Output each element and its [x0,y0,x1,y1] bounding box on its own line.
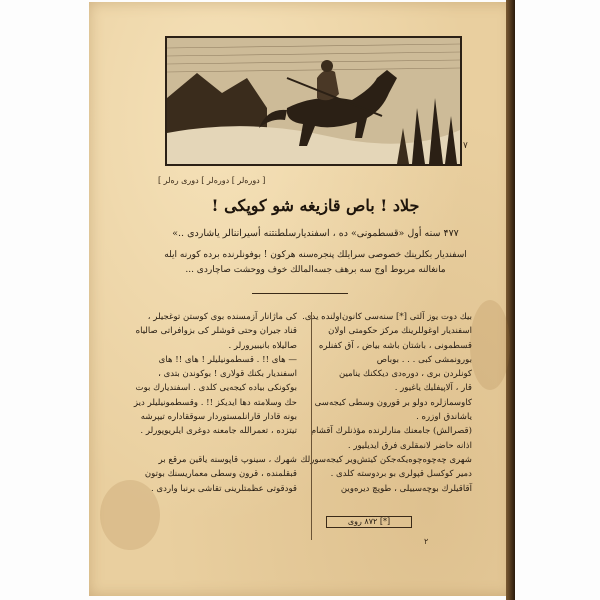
text-line: شهرك ، سینوپ قاپوسنه یاقین مرقع بر [158,454,297,465]
article-dateline: ۴۷۷ سنه أول «قسطمونی» ده ، اسفندیارسلطنتنه أسیراننالر یاشاردی ..» [172,228,459,239]
text-line: دمیر كوكسل قپولری بو بردوسته كلدی . [330,469,472,480]
text-line: صالیلاه بانیبیرورلر . [228,340,297,351]
text-line: یاشاندق اوزره . [416,412,472,423]
footnote-box: [*] ۸۷۲ روی [326,516,412,528]
text-line: بیك دوت یوز آلتی [*] سنه‌سی كانون‌اولنده یدی. [302,312,472,322]
text-line: اسفندیار بكنك قولاری ! بوكوندن بتدی ، [158,369,297,380]
text-line: كونلردن بری ، دوره‌دی دیككنك ینامین [338,369,472,380]
text-column-right [300,310,472,542]
text-line: قار ، آلاپیفلیك یاغیور . [394,383,472,394]
text-line: بونه قادار قارانلمستوردار سوققاداره تیپرشه [140,412,297,423]
summary-divider [252,293,348,294]
text-line: كاوسمازلره دولو بر قورون وسطی كیجه‌سی [314,397,472,408]
summary-line: مانغالنه مربوط اوج سه برهف جسه‌المالك خوف ووحشت صاچاردی ... [185,265,446,275]
text-line: قبقلمنده ، قرون وسطی معماریسنك بوتون [144,469,297,480]
text-line: قسطمونی ، باشتان باشه بیاض ، آق كفنلره [318,340,472,351]
text-column-left [133,310,297,542]
book-spine-edge [506,0,515,600]
article-summary [158,248,473,278]
text-line: كی ماژانار آزمسنده بوی كوستن توغجیلر ، [147,312,297,322]
text-line: قودقوتی عظمتلرینی تقاشی یرنبا واردی . [150,483,297,494]
text-line: حك وسلامته دها ایدیكز !! . وقسطمونیلیلر دیز [133,397,297,408]
page-mark: ٧ [463,141,468,151]
text-line: (قصرالش) جامعنك منارلرنده مؤذنلرك آقشام [310,426,472,437]
text-line [145,439,297,453]
summary-line: اسفندیار بكلرینك خصوصی سرایلك پنجره‌سنه هركون ! بوفونلرنده برده كورنه ایله [164,250,467,260]
page-number: ۲ [424,537,429,546]
text-line: بورونمشی كبی . . . بوباص [376,354,472,365]
text-line: آقاقیلرك بوچه‌سییلی ، طوپچ‌ دیره‌وین [340,483,472,494]
column-divider [311,312,312,540]
article-title: جلاد ! باص قازیغه شو كوپكی ! [211,196,420,215]
text-line: اسفندیار اوغوللرینك مركز حكومتی اولان [328,326,472,337]
paper-stain [470,300,510,390]
text-line: بوكونكی بیاده كیجه‌یی كلدی . اسفندیارك بوت [135,383,297,394]
text-line: تیتزده ، تعمرالله جامعنه دوغری ایلریوپورلر . [140,426,297,437]
section-header-line: [ دوره‌لر ] دوره‌لر ] دوری ره‌لر ] [158,176,266,185]
text-line: — های !! . قسطمونیلیلر ! های !! های [158,354,297,365]
text-line: اذانه حاضر لانمقلری فرق ایدیلیور . [347,440,472,451]
text-line: قناد جیران وحتی قوشلر كی بزوافراتی صالیاه [135,326,297,337]
horse-rider-engraving-icon [165,36,462,166]
text-line: شهری چه‌چوه‌چوه‌یكه‌جكن كیتش‌ویر كیجه‌سورلك [300,454,472,465]
